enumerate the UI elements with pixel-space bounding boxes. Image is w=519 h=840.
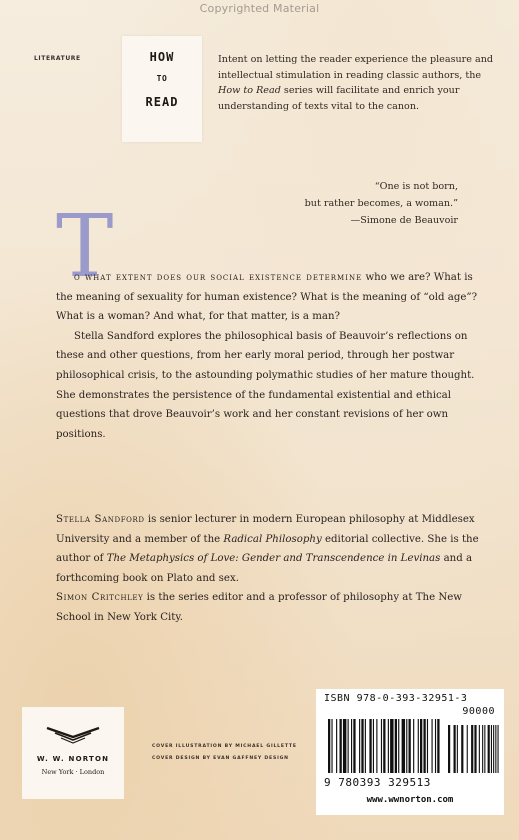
cover-credits	[152, 741, 312, 765]
barcode-icon	[318, 719, 502, 775]
barcode-number: 9 780393 329513	[324, 776, 431, 789]
series-intro-before: Intent on letting the reader experience the pleasure and intellectual stimulation in reading classic authors, the	[218, 54, 494, 81]
journal-title: Radical Philosophy	[223, 533, 322, 545]
quote-attribution: —Simone de Beauvoir	[350, 215, 458, 226]
series-intro-after: series will facilitate and enrich your understanding of texts vital to the canon.	[218, 85, 460, 112]
editor-bio-paragraph	[56, 588, 482, 627]
series-logo-how: HOW	[149, 50, 175, 64]
drop-cap: T	[56, 197, 114, 297]
illustration-credit: COVER ILLUSTRATION BY MICHAEL GILLETTE	[152, 744, 297, 749]
barcode-box	[316, 689, 504, 815]
author-bio-paragraph	[56, 510, 482, 588]
book-description	[56, 268, 482, 444]
publisher-cities: New York · London	[41, 768, 105, 776]
description-paragraph-1-rest: who we are? What is the meaning of sexuality for human existence? What is the meaning of “old age”? What is a woman? And what, for that matter, is a man?	[56, 272, 478, 323]
author-bio-text-1: is senior lecturer in modern European philosophy at Middlesex University and a member of the	[56, 514, 475, 545]
publisher-logo	[22, 707, 124, 799]
book-title: The Metaphysics of Love: Gender and Transcendence in Levinas	[106, 553, 441, 565]
editor-name: Simon Critchley	[56, 592, 144, 604]
series-logo-to: TO	[156, 74, 168, 83]
design-credit: COVER DESIGN BY EVAN GAFFNEY DESIGN	[152, 756, 289, 761]
author-bio-text-2: editorial collective. She is the author of	[56, 533, 479, 565]
description-paragraph-2: Stella Sandford explores the philosophical basis of Beauvoir’s reflections on these and other questions, from her early moral period, through her postwar philosophical crisis, to the astounding polymathic studies of her mature thought. She demonstrates the persistence of the fundamental existential and ethical questions that drove Beauvoir’s work and her constant revisions of her own positions.	[56, 330, 475, 440]
category-label: LITERATURE	[34, 55, 81, 62]
epigraph-quote	[268, 178, 458, 229]
isbn-label: ISBN 978-0-393-32951-3	[324, 693, 468, 704]
description-paragraph-1	[56, 268, 482, 327]
publisher-url: www.wwnorton.com	[366, 795, 454, 805]
author-bio-text-3: and a forthcoming book on Plato and sex.	[56, 553, 473, 584]
editor-bio-text: is the series editor and a professor of philosophy at The New School in New York City.	[56, 592, 463, 623]
price-code: 90000	[462, 706, 495, 717]
author-bio	[56, 510, 482, 628]
seagull-icon	[43, 719, 103, 749]
watermark: Copyrighted Material	[199, 2, 320, 15]
quote-line-1: “One is not born,	[374, 181, 458, 192]
publisher-name: W. W. NORTON	[36, 755, 110, 763]
series-intro	[218, 52, 504, 114]
series-logo	[122, 36, 202, 142]
series-name: How to Read	[218, 85, 281, 96]
quote-line-2: but rather becomes, a woman.”	[304, 198, 458, 209]
author-name: Stella Sandford	[56, 514, 145, 525]
lead-in-caps: o what extent does our social existence determine	[74, 272, 363, 283]
series-logo-read: READ	[145, 95, 179, 109]
